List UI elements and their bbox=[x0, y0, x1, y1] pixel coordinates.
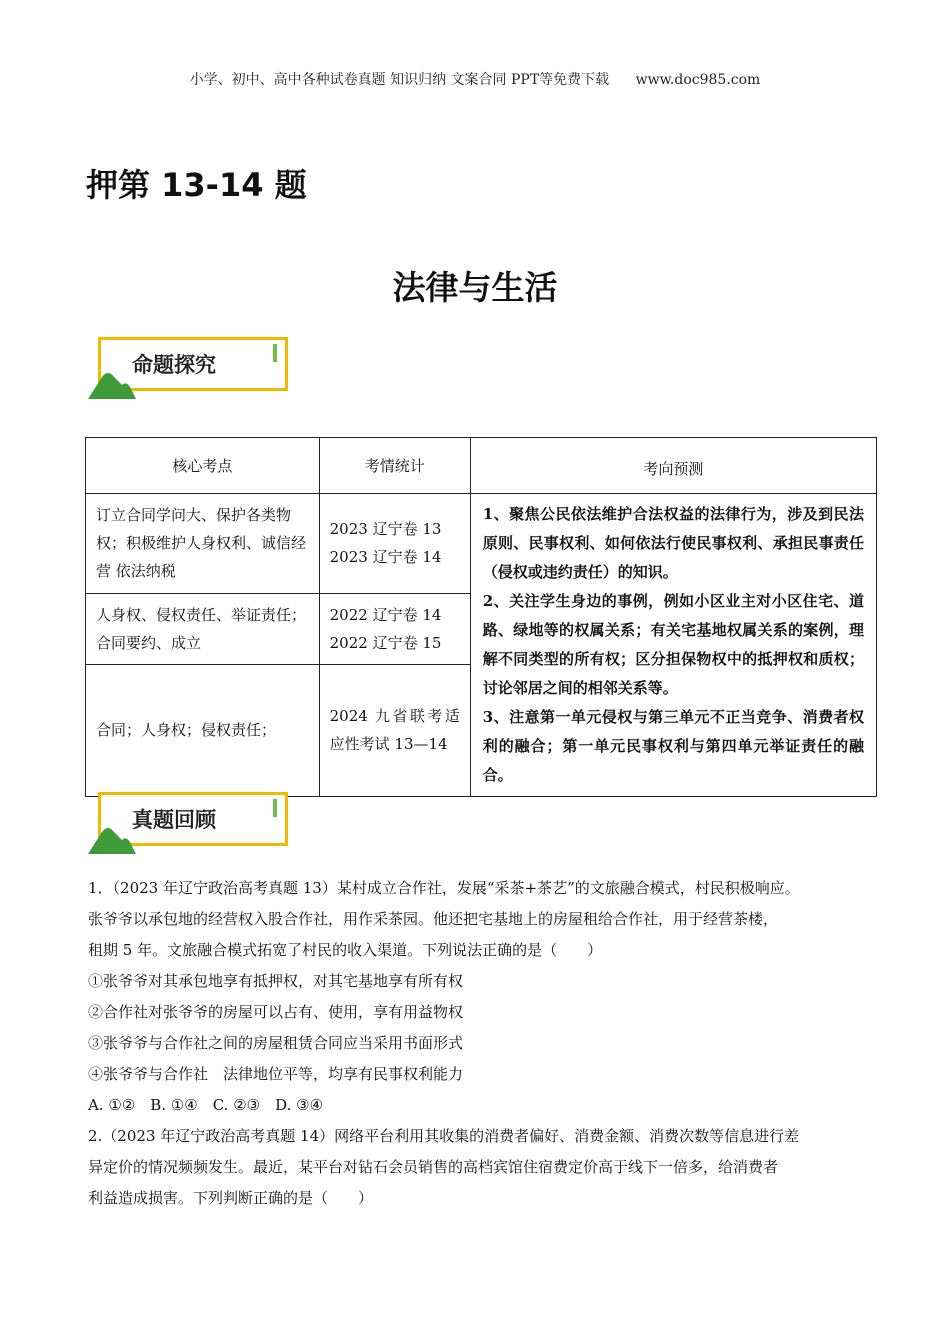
question-stem-line: 租期 5 年。文旅融合模式拓宽了村民的收入渠道。下列说法正确的是（ ） bbox=[88, 941, 603, 959]
header-text: 小学、初中、高中各种试卷真题 知识归纳 文案合同 PPT等免费下载 bbox=[189, 72, 610, 88]
answer-choices: A. ①② B. ①④ C. ②③ D. ③④ bbox=[88, 1096, 324, 1114]
col-header-prediction: 考向预测 bbox=[470, 438, 876, 494]
subject-title: 法律与生活 bbox=[392, 268, 558, 307]
page-header bbox=[0, 69, 950, 89]
prediction-item: 3、注意第一单元侵权与第三单元不正当竞争、消费者权利的融合；第一单元民事权利与第四单元举证责任的融合。 bbox=[482, 708, 864, 784]
stats-cell bbox=[319, 593, 470, 664]
accent-bar bbox=[273, 799, 277, 817]
col-header-stats: 考情统计 bbox=[319, 438, 470, 494]
stats-cell: 2024 九省联考适应性考试 13—14 bbox=[319, 664, 470, 796]
mountain-icon bbox=[88, 818, 136, 854]
header-url[interactable]: www.doc985.com bbox=[635, 72, 761, 88]
question-1 bbox=[88, 873, 888, 1121]
prediction-cell bbox=[470, 494, 876, 797]
option-statement: ②合作社对张爷爷的房屋可以占有、使用，享有用益物权 bbox=[88, 1003, 464, 1021]
option-statement: ①张爷爷对其承包地享有抵押权，对其宅基地享有所有权 bbox=[88, 972, 464, 990]
stats-cell bbox=[319, 494, 470, 594]
question-stem-line: 1．（2023 年辽宁政治高考真题 13）某村成立合作社，发展“采茶+茶艺”的文旅融合模式，村民积极响应。 bbox=[88, 879, 800, 897]
table-row bbox=[86, 494, 877, 594]
option-statement: ③张爷爷与合作社之间的房屋租赁合同应当采用书面形式 bbox=[88, 1034, 464, 1052]
option-statement: ④张爷爷与合作社 法律地位平等，均享有民事权利能力 bbox=[88, 1065, 464, 1083]
section-label-review: 真题回顾 bbox=[132, 808, 216, 832]
section-banner-probe bbox=[88, 337, 298, 399]
question-stem-line: 异定价的情况频频发生。最近，某平台对钻石会员销售的高档宾馆住宿费定价高于线下一倍多，给消费者 bbox=[88, 1158, 779, 1176]
section-banner-review bbox=[88, 792, 298, 854]
question-list bbox=[88, 873, 888, 1214]
question-stem-line: 张爷爷以承包地的经营权入股合作社，用作采茶园。他还把宅基地上的房屋租给合作社，用于经营茶楼， bbox=[88, 910, 779, 928]
table-header-row bbox=[86, 438, 877, 494]
stats-line: 2023 辽宁卷 13 bbox=[329, 520, 442, 539]
section-label-probe: 命题探究 bbox=[132, 353, 216, 377]
main-title: 押第 13-14 题 bbox=[86, 166, 307, 204]
accent-bar bbox=[273, 344, 277, 362]
stats-line: 2022 辽宁卷 14 bbox=[329, 605, 442, 624]
question-stem-line: 利益造成损害。下列判断正确的是（ ） bbox=[88, 1189, 374, 1207]
topic-cell: 合同；人身权；侵权责任； bbox=[86, 664, 320, 796]
stats-line: 2023 辽宁卷 14 bbox=[329, 548, 442, 567]
mountain-icon bbox=[88, 363, 136, 399]
col-header-topic: 核心考点 bbox=[86, 438, 320, 494]
question-stem-line: 2.（2023 年辽宁政治高考真题 14）网络平台利用其收集的消费者偏好、消费金额、消费次数等信息进行差 bbox=[88, 1127, 800, 1145]
prediction-item: 2、关注学生身边的事例，例如小区业主对小区住宅、道路、绿地等的权属关系；有关宅基地权属关系的案例，理解不同类型的所有权；区分担保物权中的抵押权和质权；讨论邻居之间的相邻关系等。 bbox=[482, 592, 864, 697]
topic-cell: 订立合同学问大、保护各类物权；积极维护人身权利、诚信经营 依法纳税 bbox=[86, 494, 320, 594]
question-2 bbox=[88, 1121, 888, 1214]
prediction-item: 1、聚焦公民依法维护合法权益的法律行为，涉及到民法原则、民事权利、如何依法行使民事权利、承担民事责任（侵权或违约责任）的知识。 bbox=[482, 505, 864, 581]
topic-cell: 人身权、侵权责任、举证责任；合同要约、成立 bbox=[86, 593, 320, 664]
stats-line: 2022 辽宁卷 15 bbox=[329, 633, 442, 652]
exam-table bbox=[85, 437, 877, 797]
